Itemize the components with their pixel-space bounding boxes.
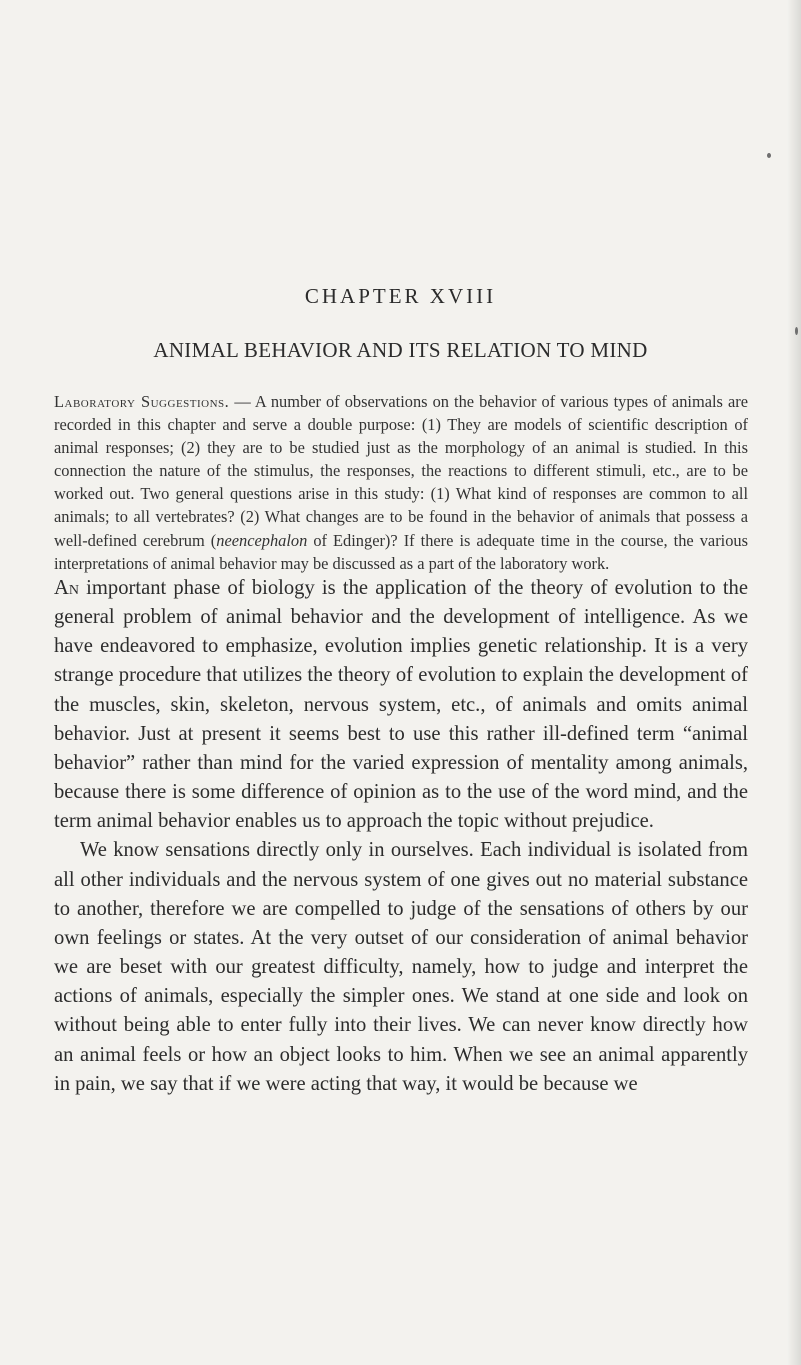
paragraph-1: [54, 574, 748, 836]
laboratory-dash: —: [229, 392, 255, 411]
body-text: [54, 574, 748, 1099]
chapter-title: ANIMAL BEHAVIOR AND ITS RELATION TO MIND: [153, 338, 648, 362]
laboratory-italic-term: neencephalon: [216, 530, 308, 550]
scan-speck: [795, 327, 798, 335]
paragraph-2: We know sensations directly only in ourselves. Each individual is isolated from all other individuals and the nervous system of one gives out no material substance to another, therefore we are compelled to judge of the sensations of others by our own feelings or states. At the very outset of our consideration of animal behavior we are beset with our greatest difficulty, namely, how to judge and interpret the actions of animals, especially the simpler ones. We stand at one side and look on without being able to enter fully into their lives. We can never know directly how an animal feels or how an object looks to him. When we see an animal apparently in pain, we say that if we were acting that way, it would be because we: [54, 839, 748, 1095]
chapter-heading: CHAPTER XVIII: [304, 284, 497, 308]
paragraph-1-text: important phase of biology is the application of the theory of evolution to the general problem of animal behavior and the development of intelligence. As we have endeavored to emphasize, evolution implies genetic relationship. It is a very strange procedure that utilizes the theory of evolution to explain the development of the muscles, skin, skeleton, nervous system, etc., of animals and omits animal behavior. Just at present it seems best to use this rather ill-defined term “animal behavior” rather than mind for the varied expression of mentality among animals, because there is some difference of opinion as to the use of the word mind, and the term animal behavior enables us to approach the topic without prejudice.: [54, 577, 748, 833]
page-edge-shadow: [787, 0, 801, 1365]
laboratory-text-1: A number of observations on the behavior of various types of animals are recorded in this chapter and serve a double purpose: (1) They are models of scientific description of animal responses; (2) they are to be studied just as the morphology of an animal is studied. In this connection the nature of the stimulus, the responses, the reactions to different stimuli, etc., are to be worked out. Two general questions arise in this study: (1) What kind of responses are common to all animals; to all vertebrates? (2) What changes are to be found in the behavior of animals that possess a well-defined cerebrum (: [54, 392, 748, 550]
scan-speck: [767, 153, 771, 158]
paragraph-1-lead: An: [54, 577, 79, 599]
laboratory-text-2: of Edinger)? If there is adequate time in the course, the various interpretations of animal behavior may be discussed as a part of the laboratory work.: [54, 530, 748, 573]
laboratory-label: Laboratory Suggestions.: [54, 392, 230, 411]
laboratory-suggestions: [54, 390, 748, 575]
